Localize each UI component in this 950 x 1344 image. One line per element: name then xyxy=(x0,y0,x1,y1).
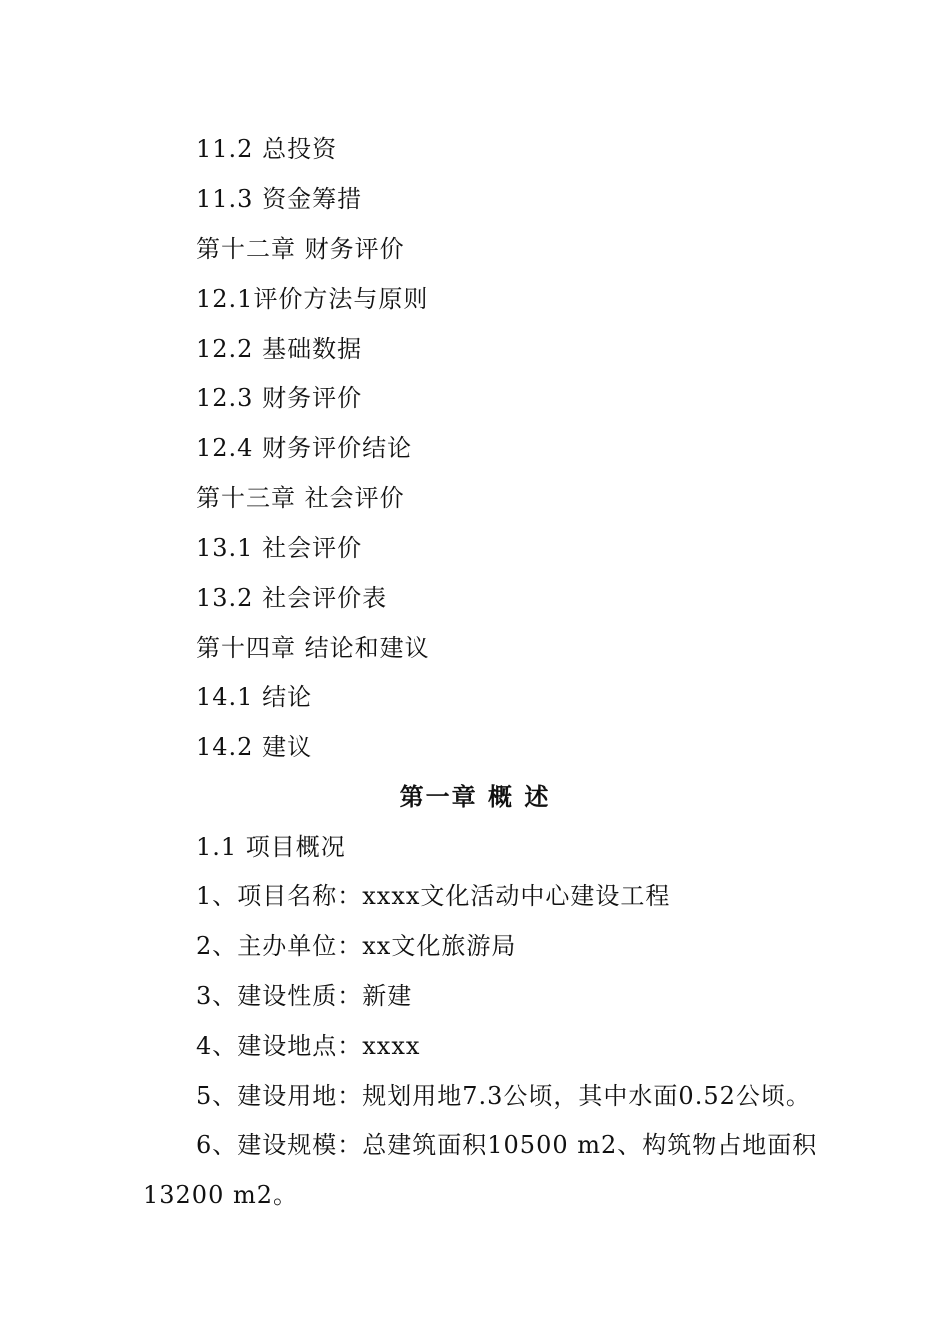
toc-chapter-entry: 第十二章 财务评价 xyxy=(196,235,405,263)
project-name-item: 1、项目名称：xxxx文化活动中心建设工程 xyxy=(196,882,671,910)
toc-entry: 11.3 资金筹措 xyxy=(196,185,363,213)
toc-entry: 12.1评价方法与原则 xyxy=(196,285,429,313)
toc-entry: 12.3 财务评价 xyxy=(196,384,363,412)
toc-entry: 12.4 财务评价结论 xyxy=(196,434,413,462)
toc-entry: 13.2 社会评价表 xyxy=(196,584,388,612)
construction-nature-item: 3、建设性质：新建 xyxy=(196,982,413,1010)
construction-scale-item-line2: 13200 m2。 xyxy=(143,1181,299,1209)
toc-entry: 14.2 建议 xyxy=(196,733,313,761)
construction-location-item: 4、建设地点：xxxx xyxy=(196,1032,421,1060)
chapter-heading: 第一章 概 述 xyxy=(399,783,551,811)
construction-scale-item-line1: 6、建设规模：总建筑面积10500 m2、构筑物占地面积 xyxy=(196,1131,818,1159)
toc-entry: 14.1 结论 xyxy=(196,683,313,711)
construction-land-item: 5、建设用地：规划用地7.3公顷，其中水面0.52公顷。 xyxy=(196,1082,811,1110)
toc-entry: 12.2 基础数据 xyxy=(196,335,363,363)
toc-entry: 13.1 社会评价 xyxy=(196,534,363,562)
organizer-item: 2、主办单位：xx文化旅游局 xyxy=(196,932,517,960)
toc-chapter-entry: 第十四章 结论和建议 xyxy=(196,634,430,662)
section-title: 1.1 项目概况 xyxy=(196,833,346,861)
toc-entry: 11.2 总投资 xyxy=(196,135,338,163)
toc-chapter-entry: 第十三章 社会评价 xyxy=(196,484,405,512)
